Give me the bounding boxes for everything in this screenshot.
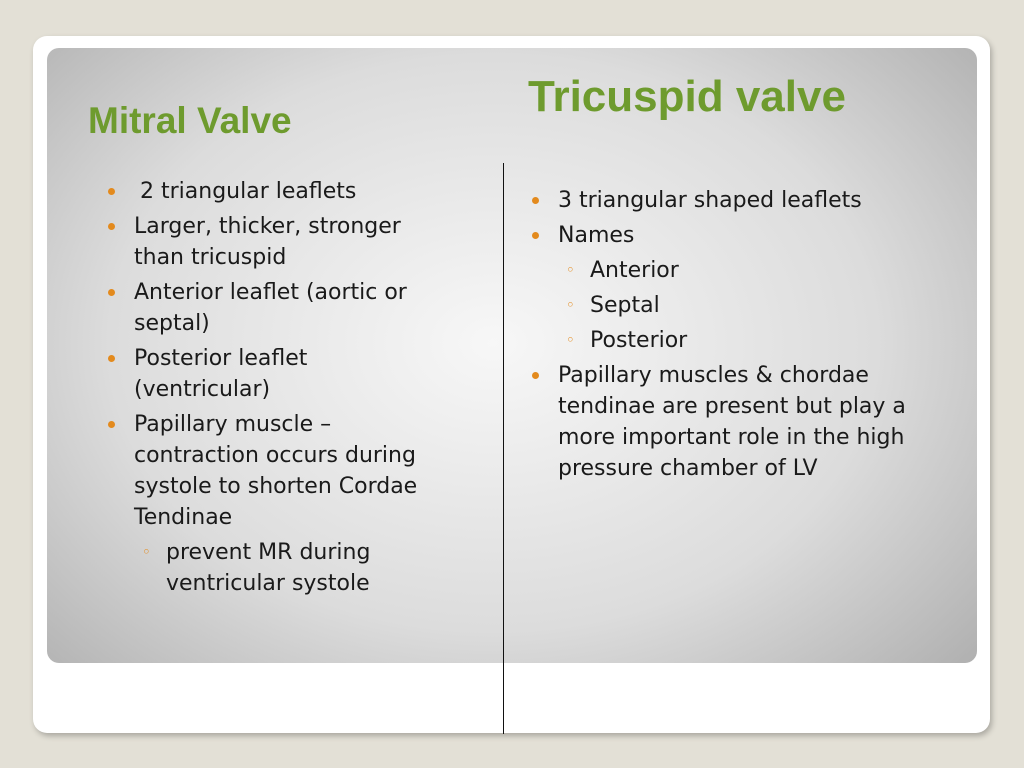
bullet-dot-icon: [532, 232, 539, 239]
mitral-bullet-list: [108, 176, 438, 599]
tricuspid-bullet-list: [532, 185, 952, 484]
ring-bullet-icon: ◦: [566, 261, 575, 279]
list-item: Anterior leaflet (aortic or septal): [108, 277, 438, 339]
bullet-dot-icon: [108, 289, 115, 296]
sub-list-item: ◦ Posterior: [532, 325, 952, 356]
sub-list-item: ◦ prevent MR during ventricular systole: [108, 537, 438, 599]
mitral-valve-heading: Mitral Valve: [88, 100, 292, 141]
bullet-dot-icon: [108, 223, 115, 230]
bullet-dot-icon: [108, 188, 115, 195]
bullet-dot-icon: [532, 372, 539, 379]
tricuspid-valve-heading: Tricuspid valve: [528, 72, 846, 121]
sub-list-item: ◦ Septal: [532, 290, 952, 321]
bullet-dot-icon: [108, 421, 115, 428]
list-item: 2 triangular leaflets: [108, 176, 438, 207]
bullet-dot-icon: [532, 197, 539, 204]
list-item: Posterior leaflet (ventricular): [108, 343, 438, 405]
mitral-valve-column: [108, 176, 438, 603]
ring-bullet-icon: ◦: [142, 543, 151, 561]
ring-bullet-icon: ◦: [566, 331, 575, 349]
list-item: Larger, thicker, stronger than tricuspid: [108, 211, 438, 273]
ring-bullet-icon: ◦: [566, 296, 575, 314]
bullet-dot-icon: [108, 355, 115, 362]
sub-list-item: ◦ Anterior: [532, 255, 952, 286]
list-item: Names: [532, 220, 952, 251]
list-item: Papillary muscle – contraction occurs during systole to shorten Cordae Tendinae: [108, 409, 438, 533]
list-item: Papillary muscles & chordae tendinae are present but play a more important role in the high pressure chamber of LV: [532, 360, 952, 484]
tricuspid-valve-column: [532, 185, 952, 488]
column-divider: [503, 163, 504, 734]
list-item: 3 triangular shaped leaflets: [532, 185, 952, 216]
